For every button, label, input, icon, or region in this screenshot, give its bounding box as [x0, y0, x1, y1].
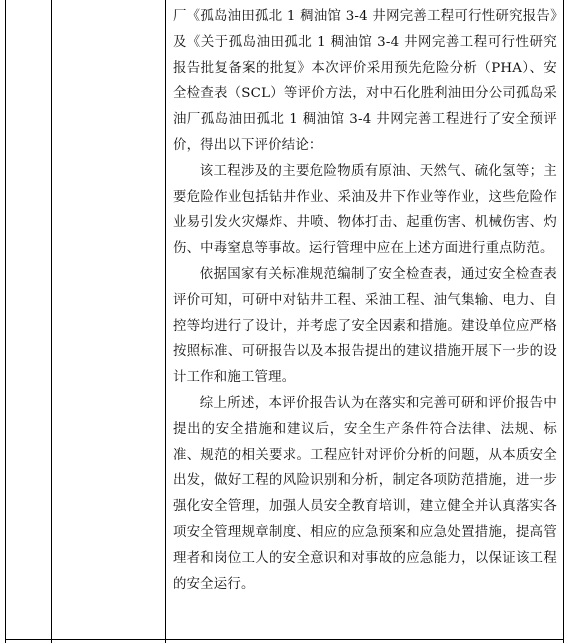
table-right-border	[563, 0, 564, 643]
table-left-border	[5, 0, 6, 643]
paragraph-intro: 厂《孤岛油田孤北 1 稠油馆 3-4 井网完善工程可行性研究报告》及《关于孤岛油田孤北 1 稠油馆 3-4 井网完善工程可行性研究报告批复备案的批复》本次评价采用预先危险分析（PHA）、安全检查表（SCL）等评价方法，对中石化胜利油田分公司孤岛采油厂孤岛油田孤北 1 稠油馆 3-4 井网完善工程进行了安全预评价，得出以下评价结论：	[173, 9, 557, 153]
table-cell-content	[173, 4, 557, 597]
paragraph-conclusion: 综上所述，本评价报告认为在落实和完善可研和评价报告中提出的安全措施和建议后，安全生产条件符合法律、法规、标准、规范的相关要求。工程应针对评价分析的问题，从本质安全出发，做好工程的风险识别和分析，制定各项防范措施，进一步强化安全管理，加强人员安全教育培训，建立健全并认真落实各项安全管理规章制度、相应的应急预案和应急处置措施，提高管理者和岗位工人的安全意识和对事故的应急能力，以保证该工程的安全运行。	[173, 395, 557, 592]
paragraph-checklist: 依据国家有关标准规范编制了安全检查表，通过安全检查表评价可知，可研中对钻井工程、采油工程、油气集输、电力、自控等均进行了设计，并考虑了安全因素和措施。建设单位应严格按照标准、可研报告以及本报告提出的建议措施开展下一步的设计工作和施工管理。	[173, 266, 557, 386]
paragraph-hazards: 该工程涉及的主要危险物质有原油、天然气、硫化氢等；主要危险作业包括钻井作业、采油及井下作业等作业，这些危险作业易引发火灾爆炸、井喷、物体打击、起重伤害、机械伤害、灼伤、中毒窒息等事故。运行管理中应在上述方面进行重点防范。	[173, 163, 557, 257]
table-bottom-border	[5, 639, 564, 640]
table-column-divider-1	[51, 0, 52, 643]
table-column-divider-2	[165, 0, 166, 643]
